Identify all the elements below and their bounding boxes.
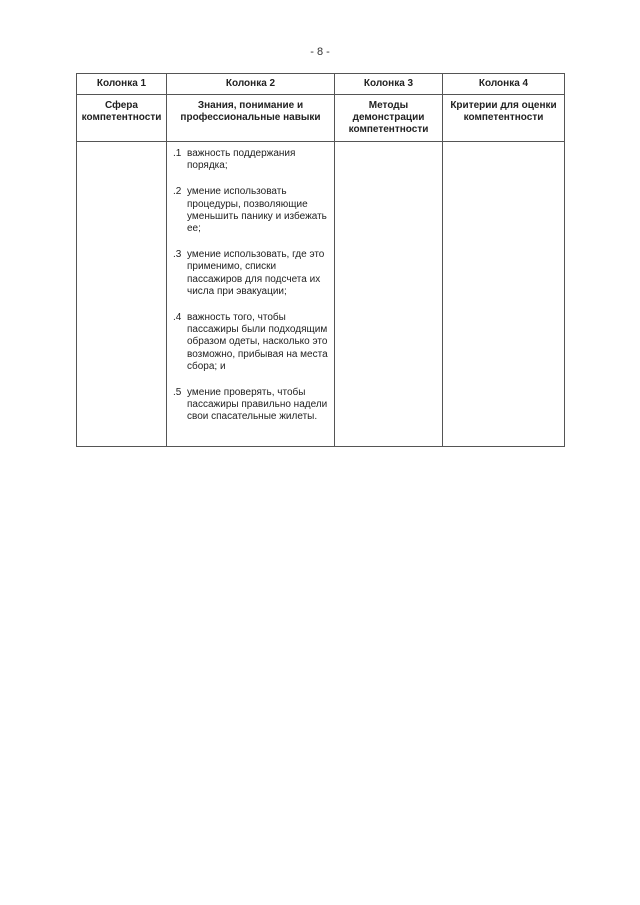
table-row <box>77 142 565 447</box>
list-item-text: умение использовать, где это применимо, списки пассажиров для подсчета их числа при эвакуации; <box>187 249 325 297</box>
knowledge-list <box>167 142 334 424</box>
list-item <box>173 186 330 235</box>
list-item <box>173 387 330 424</box>
list-item-text: важность поддержания порядка; <box>187 148 296 172</box>
list-item-text: важность того, чтобы пассажиры были подходящим образом одеты, насколько это возможно, прибывая на места сбора; и <box>187 312 328 372</box>
cell-methods <box>335 142 443 447</box>
competence-table <box>76 73 565 447</box>
column-header-2: Колонка 2 <box>167 74 335 95</box>
list-item-number: .3 <box>173 249 182 261</box>
list-item-number: .1 <box>173 148 182 159</box>
sub-header-methods: Методы демонстрации компетентности <box>335 95 443 142</box>
list-item <box>173 148 330 172</box>
sub-header-competence-area: Сфера компетентности <box>77 95 167 142</box>
list-item <box>173 312 330 373</box>
list-item-text: умение использовать процедуры, позволяющие уменьшить панику и избежать ее; <box>187 186 327 235</box>
cell-criteria <box>443 142 565 447</box>
sub-header-criteria: Критерии для оценки компетентности <box>443 95 565 142</box>
list-item-number: .4 <box>173 312 182 324</box>
cell-knowledge <box>167 142 335 447</box>
sub-header-knowledge: Знания, понимание и профессиональные навыки <box>167 95 335 142</box>
column-header-4: Колонка 4 <box>443 74 565 95</box>
page-number: - 8 - <box>310 46 330 58</box>
cell-competence-area <box>77 142 167 447</box>
list-item-number: .5 <box>173 387 182 399</box>
column-header-3: Колонка 3 <box>335 74 443 95</box>
sub-header-row <box>77 95 565 142</box>
column-header-row <box>77 74 565 95</box>
list-item <box>173 249 330 298</box>
list-item-text: умение проверять, чтобы пассажиры правильно надели свои спасательные жилеты. <box>187 387 328 423</box>
list-item-number: .2 <box>173 186 182 198</box>
column-header-1: Колонка 1 <box>77 74 167 95</box>
